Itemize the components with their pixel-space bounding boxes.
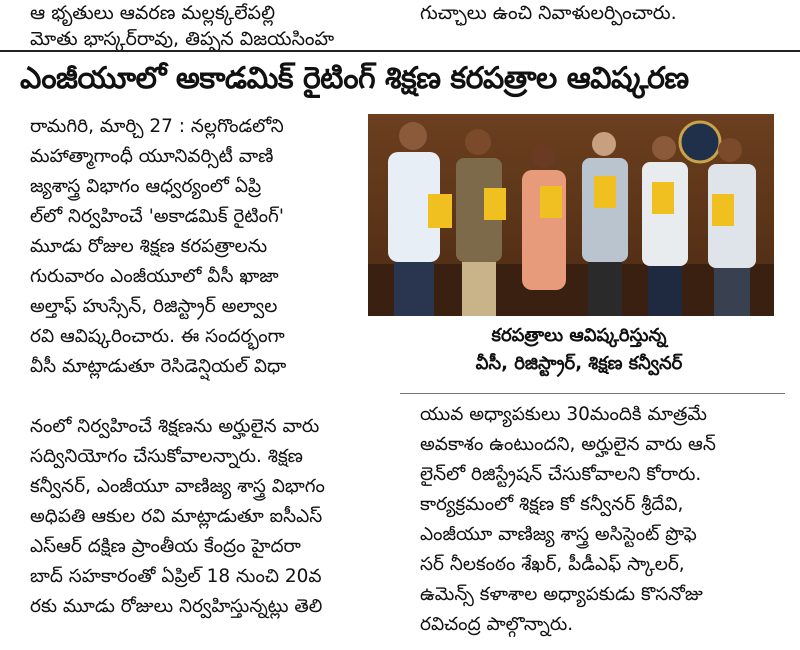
caption-divider: [400, 393, 785, 394]
group-photo-icon: [368, 114, 774, 316]
body-line: నంలో నిర్వహించే శిక్షణను అర్హులైన వారు: [30, 416, 320, 437]
photo-caption: [384, 322, 774, 378]
body-line: రవి ఆవిష్కరించారు. ఈ సందర్భంగా: [30, 326, 285, 347]
body-line: బాద్ సహకారంతో ఏప్రిల్ 18 నుంచి 20వ: [30, 566, 322, 587]
body-line: రకు మూడు రోజులు నిర్వహిస్తున్నట్లు తెలి: [30, 596, 323, 617]
article-body-left-column: [30, 112, 370, 382]
body-line: మూడు రోజుల శిక్షణ కరపత్రాలను: [30, 236, 268, 257]
body-line: రామగిరి, మార్చి 27 : నల్లగొండలోని: [30, 116, 284, 137]
body-line: ల్‌లో నిర్వహించే 'అకాడమిక్ రైటింగ్': [30, 206, 284, 227]
body-line: జ్యశాస్త్ర విభాగం ఆధ్వర్యంలో ఏప్రి: [30, 176, 262, 197]
previous-article-line: మోతు భాస్కర్‌రావు, తిప్పన విజయసింహ: [30, 28, 335, 50]
emblem-icon: [680, 122, 720, 162]
body-line: మహాత్మాగాంధీ యూనివర్సిటీ వాణి: [30, 146, 274, 167]
body-line: అల్తాఫ్ హుస్సేన్, రిజిస్ట్రార్ అల్వాల: [30, 296, 278, 317]
person-figure: [708, 138, 756, 316]
body-line: సద్వినియోగం చేసుకోవాలన్నారు. శిక్షణ: [30, 446, 303, 467]
person-figure: [642, 136, 688, 316]
caption-line: వీసీ, రిజిస్ట్రార్, శిక్షణ కన్వీనర్: [475, 353, 683, 374]
body-line: కార్యక్రమంలో శిక్షణ కో కన్వీనర్ శ్రీదేవి,: [420, 494, 684, 515]
body-line: ఎస్ఆర్ దక్షిణ ప్రాంతీయ కేంద్రం హైదరా: [30, 536, 301, 557]
group-photo: [368, 114, 774, 316]
body-line: వీసీ మాట్లాడుతూ రెసిడెన్షియల్ విధా: [30, 356, 287, 377]
body-line: రవిచంద్ర పాల్గొన్నారు.: [420, 614, 574, 635]
person-figure: [522, 144, 566, 290]
previous-article-line: ఆ భృతులు ఆవరణ మల్లక్కలేపల్లి: [30, 2, 275, 24]
section-divider: [0, 50, 800, 52]
previous-article-fragment: [30, 0, 390, 52]
body-line: అధిపతి ఆకుల రవి మాట్లాడుతూ ఐసీఎస్: [30, 506, 323, 527]
body-line: లైన్‌లో రిజిస్ట్రేషన్ చేసుకోవాలని కోరారు.: [420, 464, 702, 485]
body-line: ఎంజీయూ వాణిజ్య శాస్త్ర అసిస్టెంట్ ప్రొఫె: [420, 524, 697, 545]
body-line: అవకాశం ఉంటుందని, అర్హులైన వారు ఆన్: [420, 434, 716, 455]
article-body-left-column-lower: [30, 412, 400, 622]
body-line: సర్ నీలకంఠం శేఖర్, పీడీఎఫ్ స్కాలర్,: [420, 554, 685, 575]
body-line: యువ అధ్యాపకులు 30మందికి మాత్రమే: [420, 404, 707, 425]
article-headline: ఎంజీయూలో అకాడమిక్ రైటింగ్ శిక్షణ కరపత్రాల ఆవిష్కరణ: [20, 61, 689, 96]
body-line: గురువారం ఎంజీయూలో వీసీ ఖాజా: [30, 266, 279, 287]
body-line: ఉమెన్స్ కళాశాల అధ్యాపకుడు కొసనోజు: [420, 584, 703, 605]
body-line: కన్వీనర్, ఎంజీయూ వాణిజ్య శాస్త్ర విభాగం: [30, 476, 325, 497]
caption-line: కరపత్రాలు ఆవిష్కరిస్తున్న: [491, 325, 667, 346]
article-body-right-column: [420, 400, 785, 640]
previous-article-right-line: గుచ్ఛాలు ఉంచి నివాళులర్పించారు.: [420, 2, 677, 24]
person-figure: [582, 132, 628, 316]
